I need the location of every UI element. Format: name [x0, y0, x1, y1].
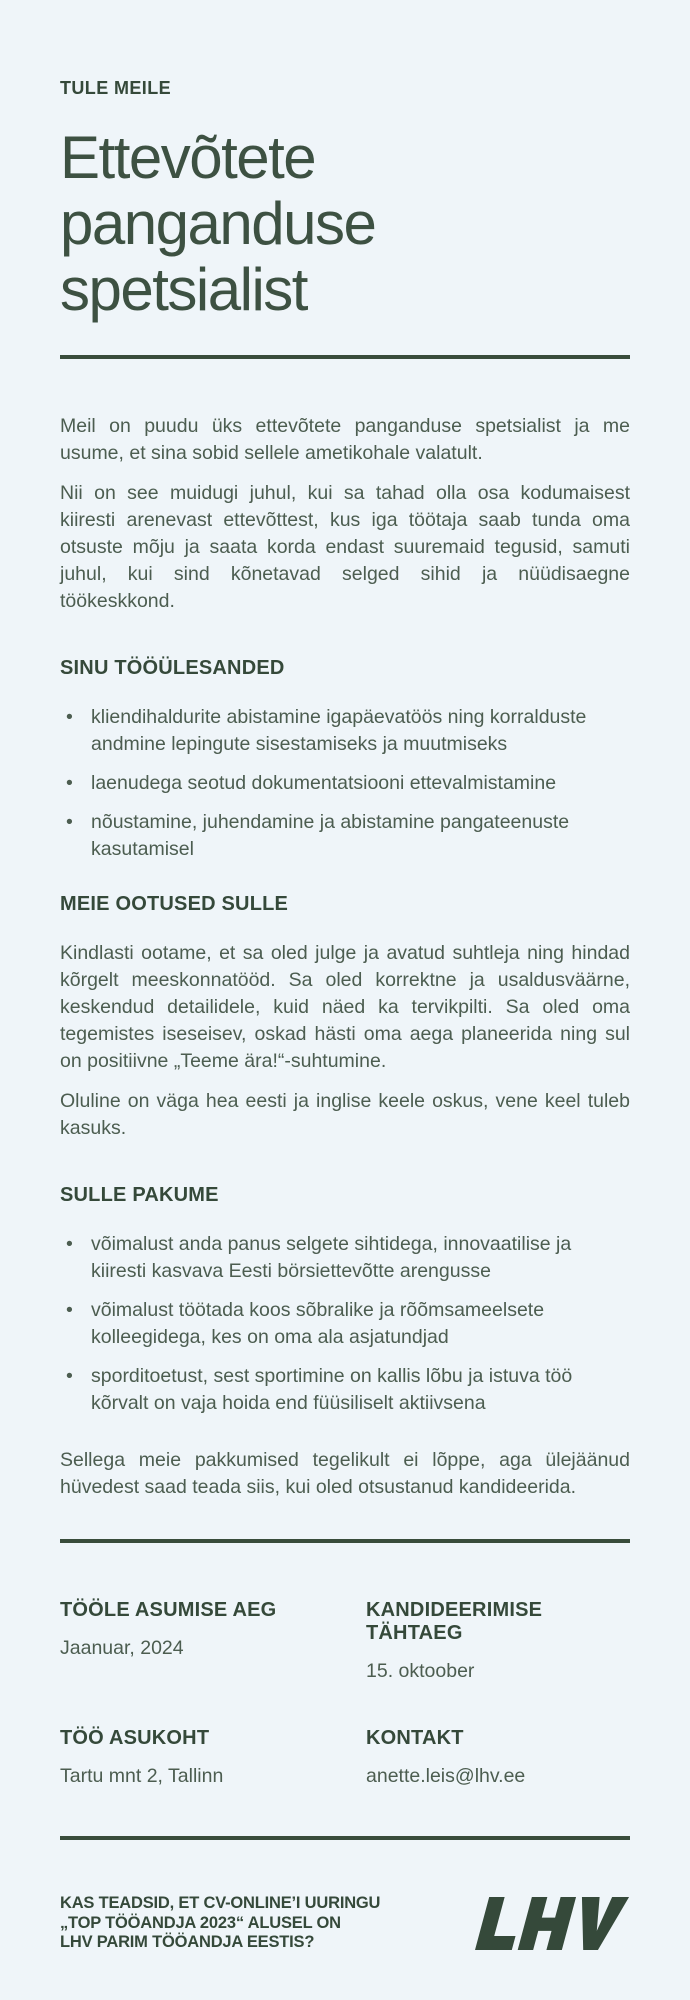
list-item: [60, 704, 630, 758]
divider-bottom: [60, 1836, 630, 1840]
section-heading-expectations: MEIE OOTUSED SULLE: [60, 893, 289, 915]
detail-label-start-date: TÖÖLE ASUMISE AEG: [60, 1599, 277, 1621]
list-item: [60, 1297, 630, 1351]
expectations-paragraph-1: Kindlasti ootame, et sa oled julge ja avatud suhtleja ning hindad kõrgelt meeskonnatööd. Sa oled korrektne ja usaldusväärne, keskendud detailidele, kuid näed ka tervikpilti. Sa oled oma tegemistes iseseisev, oskad hästi oma aega planeerida ning sul on positiivne „Teeme ära!“-suhtumine.: [60, 942, 630, 1072]
intro-paragraph-1: Meil on puudu üks ettevõtete panganduse spetsialist ja me usume, et sina sobid sellele ametikohale valatult.: [60, 415, 630, 464]
bullet-icon: •: [66, 1365, 73, 1387]
divider-middle: [60, 1539, 630, 1543]
footer-note-line-3: LHV PARIM TÖÖANDJA EESTIS?: [60, 1933, 315, 1951]
bullet-icon: •: [66, 1233, 73, 1255]
contact-email-link[interactable]: anette.leis@lhv.ee: [366, 1765, 526, 1787]
detail-value-start-date: Jaanuar, 2024: [60, 1637, 184, 1659]
task-item-text: laenudega seotud dokumentatsiooni ettevalmistamine: [91, 772, 557, 794]
offer-item-text: võimalust töötada koos sõbralike ja rõõmsameelsete kolleegidega, kes on oma ala asjatundjad: [91, 1299, 545, 1348]
bullet-icon: •: [66, 772, 73, 794]
section-heading-tasks: SINU TÖÖÜLESANDED: [60, 657, 285, 679]
offer-list: [60, 1231, 630, 1417]
detail-value-location: Tartu mnt 2, Tallinn: [60, 1765, 224, 1787]
list-item: [60, 1231, 630, 1285]
list-item: [60, 770, 630, 797]
details-grid: [60, 1599, 630, 1790]
footer-note-line-2: „TOP TÖÖANDJA 2023“ ALUSEL ON: [60, 1913, 341, 1932]
bullet-icon: •: [66, 1299, 73, 1321]
detail-start-date: [60, 1599, 366, 1685]
detail-label-location: TÖÖ ASUKOHT: [60, 1727, 210, 1749]
footer-note-line-1: KAS TEADSID, ET CV-ONLINE’I UURINGU: [60, 1894, 381, 1912]
detail-value-deadline: 15. oktoober: [366, 1660, 475, 1682]
closing-paragraph: Sellega meie pakkumised tegelikult ei lõppe, aga ülejäänud hüvedest saad teada siis, kui oled otsustanud kandideerida.: [60, 1449, 630, 1498]
title-line-2: panganduse: [60, 190, 376, 257]
detail-contact: [366, 1727, 630, 1790]
footer: [60, 1894, 630, 1953]
title-line-3: spetsialist: [60, 256, 307, 323]
title-line-1: Ettevõtete: [60, 124, 316, 191]
detail-deadline: [366, 1599, 630, 1685]
eyebrow-tule-meile: TULE MEILE: [60, 78, 171, 98]
bullet-icon: •: [66, 811, 73, 833]
offer-item-text: võimalust anda panus selgete sihtidega, innovaatilise ja kiiresti kasvava Eesti börsiettevõtte arengusse: [91, 1233, 572, 1282]
detail-label-contact: KONTAKT: [366, 1727, 464, 1749]
tasks-list: [60, 704, 630, 863]
divider-top: [60, 355, 630, 359]
section-heading-offer: SULLE PAKUME: [60, 1184, 219, 1206]
offer-item-text: sporditoetust, sest sportimine on kallis lõbu ja istuva töö kõrvalt on vaja hoida end füüsiliselt aktiivsena: [91, 1365, 573, 1414]
intro-paragraph-2: Nii on see muidugi juhul, kui sa tahad olla osa kodumaisest kiiresti arenevast ettevõttest, kus iga töötaja saab tunda oma otsuste mõju ja saata korda endast suuremaid tegusid, samuti juhul, kui sind kõnetavad selged sihid ja nüüdisaegne töökeskkond.: [60, 482, 630, 612]
lhv-logo: [475, 1897, 630, 1950]
expectations-paragraph-2: Oluline on väga hea eesti ja inglise keele oskus, vene keel tuleb kasuks.: [60, 1090, 630, 1139]
list-item: [60, 809, 630, 863]
bullet-icon: •: [66, 706, 73, 728]
task-item-text: kliendihaldurite abistamine igapäevatöös ning korralduste andmine lepingute sisestamiseks ja muutmiseks: [91, 706, 587, 755]
footer-note: [60, 1894, 380, 1953]
lhv-logo-icon: [475, 1897, 630, 1950]
detail-label-deadline: KANDIDEERIMISE TÄHTAEG: [366, 1599, 543, 1644]
detail-location: [60, 1727, 366, 1790]
task-item-text: nõustamine, juhendamine ja abistamine pangateenuste kasutamisel: [91, 811, 570, 860]
page-title: [60, 125, 630, 323]
list-item: [60, 1363, 630, 1417]
